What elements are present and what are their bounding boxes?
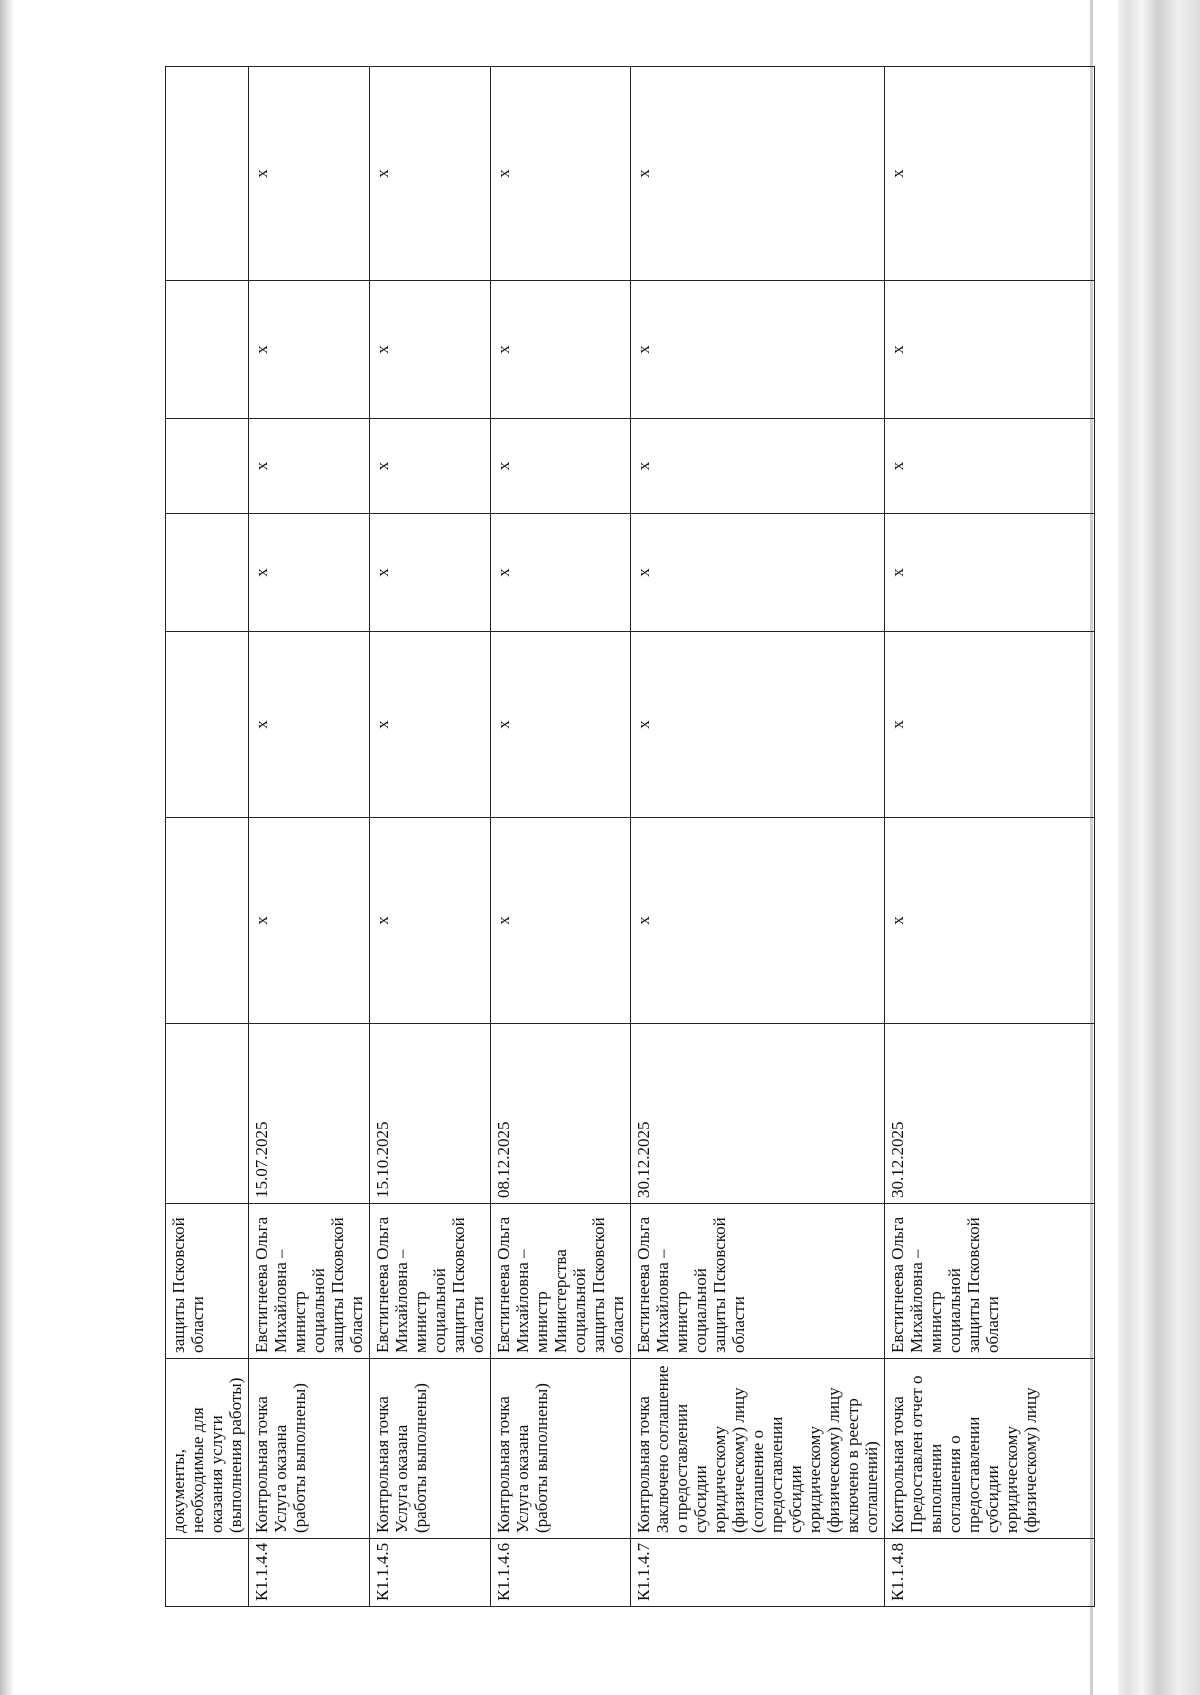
code-cell: К1.1.4.8 [885, 1539, 1095, 1607]
mark-cell: x [631, 419, 885, 514]
date-cell: 30.12.2025 [885, 1024, 1095, 1204]
date-cell [166, 1024, 249, 1204]
mark-cell: x [491, 818, 631, 1024]
name-cell: Контрольная точка Услуга оказана (работы выполнены) [491, 1359, 631, 1539]
name-cell: Контрольная точка Заключено соглашение о предоставлении субсидии юридическому (физическому) лицу (соглашение о предоставлении субсидии юридическому (физическому) лицу включено в реестр соглашений) [631, 1359, 885, 1539]
mark-cell: x [249, 818, 370, 1024]
mark-cell: x [631, 281, 885, 419]
mark-cell: x [885, 419, 1095, 514]
mark-cell: x [491, 419, 631, 514]
responsible-cell: защиты Псковской области [166, 1204, 249, 1359]
name-cell: Контрольная точка Предоставлен отчет о выполнении соглашения о предоставлении субсидии юридическому (физическому) лицу [885, 1359, 1095, 1539]
code-cell: К1.1.4.4 [249, 1539, 370, 1607]
mark-cell: x [631, 818, 885, 1024]
mark-cell: x [885, 514, 1095, 632]
table-header-continuation [166, 67, 249, 1607]
rotated-page [165, 67, 1095, 1607]
code-cell [166, 1539, 249, 1607]
mark-cell: x [885, 632, 1095, 818]
mark-cell: x [631, 514, 885, 632]
mark-cell: x [491, 67, 631, 281]
name-cell: Контрольная точка Услуга оказана (работы выполнены) [370, 1359, 491, 1539]
date-cell: 30.12.2025 [631, 1024, 885, 1204]
mark-cell: x [631, 632, 885, 818]
scan-edge-left [0, 0, 14, 1695]
table-row [370, 67, 491, 1607]
mark-cell: x [491, 632, 631, 818]
responsible-cell: Евстигнеева Ольга Михайловна – министр социальной защиты Псковской области [631, 1204, 885, 1359]
table-row [249, 67, 370, 1607]
table-row [631, 67, 885, 1607]
mark-cell: x [249, 281, 370, 419]
mark-cell: x [249, 514, 370, 632]
control-points-table [165, 66, 1095, 1607]
name-cell: документы, необходимые для оказания услуги (выполнения работы) [166, 1359, 249, 1539]
mark-cell: x [491, 281, 631, 419]
mark-cell: x [885, 67, 1095, 281]
code-cell: К1.1.4.6 [491, 1539, 631, 1607]
mark-cell: x [249, 419, 370, 514]
mark-cell: x [885, 818, 1095, 1024]
name-cell: Контрольная точка Услуга оказана (работы выполнены) [249, 1359, 370, 1539]
mark-cell: x [249, 632, 370, 818]
mark-cell: x [370, 818, 491, 1024]
scan-edge-right [1118, 0, 1200, 1695]
code-cell: К1.1.4.5 [370, 1539, 491, 1607]
responsible-cell: Евстигнеева Ольга Михайловна – министр Министерства социальной защиты Псковской области [491, 1204, 631, 1359]
mark-cell: x [370, 632, 491, 818]
responsible-cell: Евстигнеева Ольга Михайловна – министр социальной защиты Псковской области [885, 1204, 1095, 1359]
mark-cell: x [249, 67, 370, 281]
mark-cell: x [631, 67, 885, 281]
mark-cell: x [370, 67, 491, 281]
mark-cell: x [370, 281, 491, 419]
date-cell: 15.07.2025 [249, 1024, 370, 1204]
date-cell: 08.12.2025 [491, 1024, 631, 1204]
table-row [491, 67, 631, 1607]
code-cell: К1.1.4.7 [631, 1539, 885, 1607]
mark-cell: x [370, 514, 491, 632]
mark-cell: x [370, 419, 491, 514]
date-cell: 15.10.2025 [370, 1024, 491, 1204]
table-row [885, 67, 1095, 1607]
responsible-cell: Евстигнеева Ольга Михайловна – министр социальной защиты Псковской области [249, 1204, 370, 1359]
mark-cell: x [885, 281, 1095, 419]
mark-cell: x [491, 514, 631, 632]
responsible-cell: Евстигнеева Ольга Михайловна – министр социальной защиты Псковской области [370, 1204, 491, 1359]
